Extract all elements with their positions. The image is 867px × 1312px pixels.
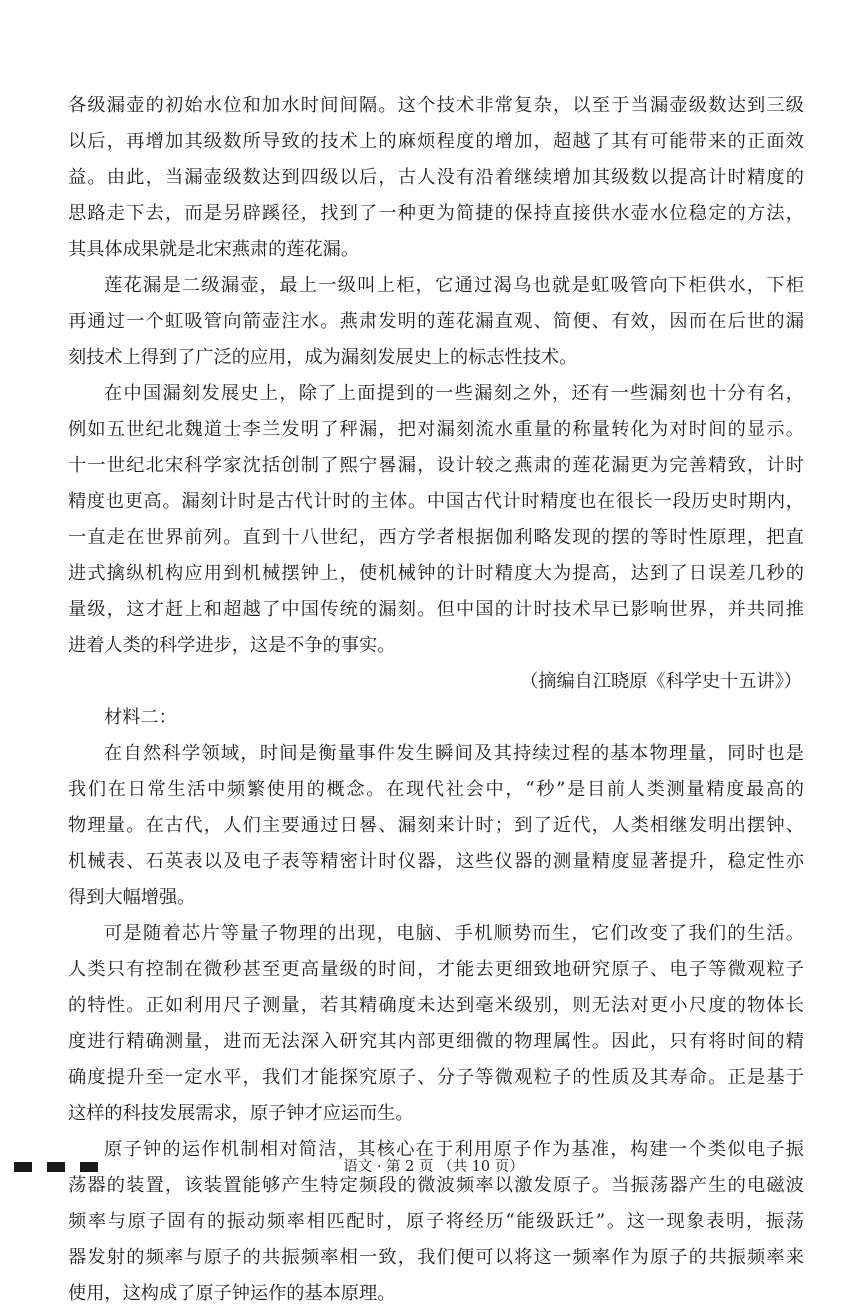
text-line: 一直走在世界前列。直到十八世纪，西方学者根据伽利略发现的摆的等时性原理，把直 <box>68 527 804 548</box>
document-body <box>68 88 804 1312</box>
text-line: 机械表、石英表以及电子表等精密计时仪器，这些仪器的测量精度显著提升，稳定性亦 <box>68 851 804 872</box>
page-footer <box>0 1153 867 1181</box>
text-line: 材料二： <box>104 707 177 728</box>
text-line: 刻技术上得到了广泛的应用，成为漏刻发展史上的标志性技术。 <box>68 347 578 368</box>
text-line: 确度提升至一定水平，我们才能探究原子、分子等微观粒子的性质及其寿命。正是基于 <box>68 1067 804 1088</box>
text-line: 这样的科技发展需求，原子钟才应运而生。 <box>68 1103 414 1124</box>
text-line: 得到大幅增强。 <box>68 887 196 908</box>
text-line: 我们在日常生活中频繁使用的概念。在现代社会中，“秒”是目前人类测量精度最高的 <box>68 779 804 800</box>
text-line: 的特性。正如利用尺子测量，若其精确度未达到毫米级别，则无法对更小尺度的物体长 <box>68 995 804 1016</box>
text-line: 进着人类的科学进步，这是不争的事实。 <box>68 635 396 656</box>
text-line: 频率与原子固有的振动频率相匹配时，原子将经历“能级跃迁”。这一现象表明，振荡 <box>68 1211 804 1232</box>
text-line: 以后，再增加其级数所导致的技术上的麻烦程度的增加，超越了其有可能带来的正面效 <box>68 131 804 152</box>
text-line: 益。由此，当漏壶级数达到四级以后，古人没有沿着继续增加其级数以提高计时精度的 <box>68 167 804 188</box>
text-line: 在中国漏刻发展史上，除了上面提到的一些漏刻之外，还有一些漏刻也十分有名， <box>104 383 804 404</box>
page-number-label: 语文 · 第 2 页 （共 10 页） <box>343 1159 524 1175</box>
source-citation: （摘编自江晓原《科学史十五讲》） <box>520 671 802 692</box>
text-line: 使用，这构成了原子钟运作的基本原理。 <box>68 1283 396 1304</box>
text-line: 再通过一个虹吸管向箭壶注水。燕肃发明的莲花漏直观、简便、有效，因而在后世的漏 <box>68 311 804 332</box>
text-line: 原子钟的运作机制相对简洁，其核心在于利用原子作为基准，构建一个类似电子振 <box>104 1139 804 1160</box>
text-line: 精度也更高。漏刻计时是古代计时的主体。中国古代计时精度也在很长一段历史时期内， <box>68 491 804 512</box>
text-line: 进式擒纵机构应用到机械摆钟上，使机械钟的计时精度大为提高，达到了日误差几秒的 <box>68 563 804 584</box>
text-line: 物理量。在古代，人们主要通过日晷、漏刻来计时；到了近代，人类相继发明出摆钟、 <box>68 815 804 836</box>
text-line: 例如五世纪北魏道士李兰发明了秤漏，把对漏刻流水重量的称量转化为对时间的显示。 <box>68 419 804 440</box>
text-line: 十一世纪北宋科学家沈括创制了熙宁晷漏，设计较之燕肃的莲花漏更为完善精致，计时 <box>68 455 804 476</box>
text-line: 器发射的频率与原子的共振频率相一致，我们便可以将这一频率作为原子的共振频率来 <box>68 1247 804 1268</box>
text-line: 在自然科学领域，时间是衡量事件发生瞬间及其持续过程的基本物理量，同时也是 <box>104 743 804 764</box>
text-line: 量级，这才赶上和超越了中国传统的漏刻。但中国的计时技术早已影响世界，并共同推 <box>68 599 804 620</box>
text-line: 人类只有控制在微秒甚至更高量级的时间，才能去更细致地研究原子、电子等微观粒子 <box>68 959 804 980</box>
text-line: 度进行精确测量，进而无法深入研究其内部更细微的物理属性。因此，只有将时间的精 <box>68 1031 804 1052</box>
text-line: 其具体成果就是北宋燕肃的莲花漏。 <box>68 239 360 260</box>
text-line: 可是随着芯片等量子物理的出现，电脑、手机顺势而生，它们改变了我们的生活。 <box>104 923 804 944</box>
text-line: 各级漏壶的初始水位和加水时间间隔。这个技术非常复杂，以至于当漏壶级数达到三级 <box>68 95 804 116</box>
text-line: 荡器的装置，该装置能够产生特定频段的微波频率以激发原子。当振荡器产生的电磁波 <box>68 1175 804 1196</box>
text-line: 思路走下去，而是另辟蹊径，找到了一种更为简捷的保持直接供水壶水位稳定的方法， <box>68 203 804 224</box>
text-line: 莲花漏是二级漏壶，最上一级叫上柜，它通过渴乌也就是虹吸管向下柜供水，下柜 <box>104 275 804 296</box>
